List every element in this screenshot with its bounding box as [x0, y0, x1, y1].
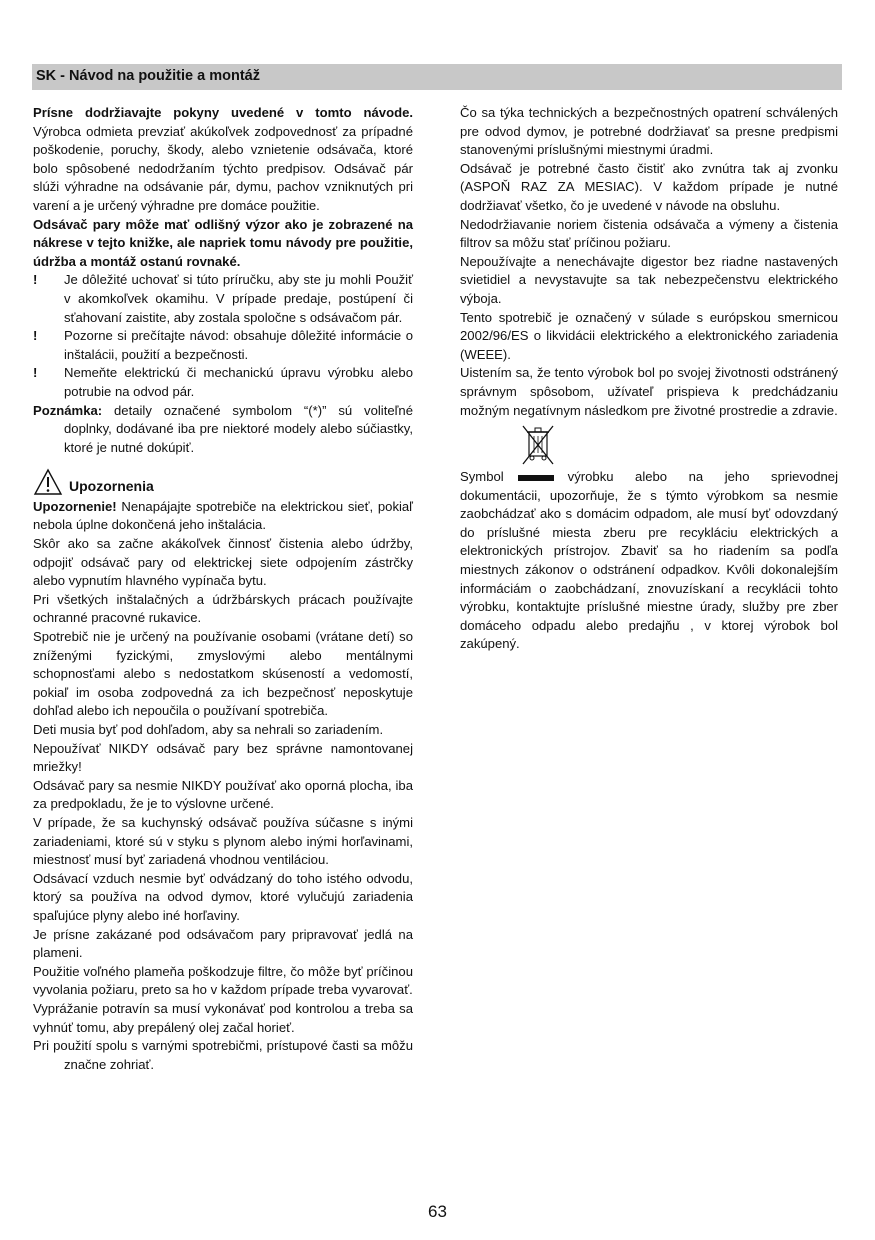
intro-paragraph — [33, 104, 413, 216]
warning-paragraph: Odsávací vzduch nesmie byť odvádzaný do toho istého odvodu, ktorý sa používa na odvod dymov, ktoré vylučujú zariadenia spaľujúce plyny alebo iné horľaviny. — [33, 870, 413, 923]
section-header — [32, 64, 842, 90]
warning-paragraph: Deti musia byť pod dohľadom, aby sa nehrali so zariadením. — [33, 722, 384, 737]
weee-symbol — [520, 424, 556, 468]
warnings-heading — [33, 467, 413, 496]
warning-paragraph: Použitie voľného plameňa poškodzuje filtre, čo môže byť príčinou vyvolania požiaru, preto sa ho v každom prípade treba vyvarovať. — [33, 963, 413, 998]
warning-text: Nenapájajte spotrebiče na elektrickou sieť, pokiaľ nebola úplne dokončená jeho inštalácia. — [33, 498, 413, 533]
page-number: 63 — [428, 1202, 447, 1221]
warning-triangle-icon — [33, 468, 63, 496]
intro-text: Výrobca odmieta prevziať akúkoľvek zodpovednosť za prípadné poškodenie, poruchy, škody, alebo vznietenie odsávača, ktoré bolo spôsobené nedodržaním týchto predpisov. Odsávač pár slúži výhradne na odsávanie pár, dymu, pachov vzniknutých pri varení a je určený výhradne pre domáce použitie. — [33, 123, 413, 213]
bullet-mark: ! — [33, 365, 38, 381]
note-paragraph — [33, 402, 413, 458]
section-title: SK - Návod na použitie a montáž — [36, 68, 260, 84]
symbol-word: Symbol — [460, 469, 504, 485]
warning-paragraph: Nepoužívať NIKDY odsávač pary bez správne namontovanej mriežky! — [33, 740, 413, 775]
warning-paragraph: Pri použití spolu s varnými spotrebičmi, prístupové časti sa môžu značne zohriať. — [33, 1038, 413, 1072]
symbol-paragraph — [460, 468, 838, 654]
bullet-item — [33, 327, 413, 364]
warning-paragraph — [33, 498, 413, 535]
warnings-title: Upozornenia — [69, 478, 154, 495]
note-text: detaily označené symbolom “(*)” sú voliteľné doplnky, dodávané iba pre niektoré modely alebo súčiastky, ktoré je nutné dokúpiť. — [64, 402, 413, 455]
bullet-mark: ! — [33, 328, 38, 344]
warning-paragraph: V prípade, že sa kuchynský odsávač používa súčasne s inými zariadeniami, ktoré sú v styku s plynom alebo inými horľavinami, miestnosť musí byť zariadená vhodnou ventiláciou. — [33, 814, 413, 868]
warning-label: Upozornenie! — [33, 498, 117, 514]
info-paragraph: Nepoužívajte a nenechávajte digestor bez riadne nastavených svietidiel a nevystavujte sa tak nebezpečenstvu elektrického výboja. — [460, 253, 838, 306]
crossed-bin-icon — [520, 424, 556, 468]
warning-paragraph: Skôr ako sa začne akákoľvek činnosť čistenia alebo údržby, odpojiť odsávač pary od elektrickej siete odpojením zástrčky alebo vypnutím hlavného vypínača bytu. — [33, 536, 413, 589]
info-paragraph: Uistením sa, že tento výrobok bol po svojej životnosti odstránený správnym spôsobom, užívateľ prispieva k predchádzaniu možným negatívnym následkom pre životné prostredie a zdravie. — [460, 365, 838, 418]
bullet-mark: ! — [33, 272, 38, 288]
bullet-text: Je dôležité uchovať si túto príručku, aby ste ju mohli Použiť v akomkoľvek okamihu. V prípade predaje, postúpení či sťahovaní zaistite, aby zostala spoločne s odsávačom pár. — [64, 272, 413, 325]
intro-bold: Prísne dodržiavajte pokyny uvedené v tomto návode. — [33, 105, 413, 120]
info-paragraph: Čo sa týka technických a bezpečnostných opatrení schválených pre odvod dymov, je potrebné dodržiavať sa presne predpismi stanovenými príslušnými miestnymi úradmi. — [460, 105, 838, 158]
black-bar-icon — [518, 475, 554, 481]
left-column — [33, 104, 413, 1074]
intro-bold-paragraph: Odsávač pary môže mať odlišný výzor ako je zobrazené na nákrese v tejto knižke, ale napriek tomu návody pre použitie, údržba a montáž ostanú rovnaké. — [33, 216, 413, 269]
warning-paragraph: Spotrebič nie je určený na používanie osobami (vrátane detí) so zníženými fyzickými, zmyslovými alebo mentálnymi schopnosťami alebo s nedostatkom skúseností a vedomostí, pokiaľ im osoba zodpovedná za ich bezpečnosť neposkytuje dohľad alebo ich nepoučila o používaní spotrebiča. — [33, 629, 413, 719]
right-column — [460, 104, 838, 654]
bullet-item — [33, 271, 413, 327]
warning-paragraph: Je prísne zakázané pod odsávačom pary pripravovať jedlá na plameni. — [33, 926, 413, 961]
info-paragraph: Odsávač je potrebné často čistiť ako zvnútra tak aj zvonku (ASPOŇ RAZ ZA MESIAC). V každom prípade je nutné dodržiavať všetko, čo je uvedené v návode na obsluhu. — [460, 160, 838, 213]
info-paragraph: Tento spotrebič je označený v súlade s európskou smernicou 2002/96/ES o likvidácii elektrického a elektronického zariadenia (WEEE). — [460, 309, 838, 362]
symbol-text: výrobku alebo na jeho sprievodnej dokumentácii, upozorňuje, že s týmto výrobkom sa nesmie zaobchádzať ako s domácim odpadom, ale musí byť odovzdaný do príslušné miesta zberu pre recykláciu elektrických a elektronických prístrojov. Zbaviť sa ho riadením sa podľa miestnych zákonov o odstránení odpadkov. Kvôli dokonalejším informáciám o zaobchádzaní, znovuzískaní a recyklácii tohto výrobku, kontaktujte príslušné miestne úrady, služby pre zber domáceho odpadu alebo predajňu , v ktorej výrobok bol zakúpený. — [460, 469, 838, 652]
bullet-text: Nemeňte elektrickú či mechanickú úpravu výrobku alebo potrubie na odvod pár. — [64, 365, 413, 399]
bullet-item — [33, 364, 413, 401]
warning-paragraph: Pri všetkých inštalačných a údržbárskych prácach používajte ochranné pracovné rukavice. — [33, 591, 413, 626]
note-label: Poznámka: — [33, 402, 103, 418]
bullet-text: Pozorne si prečítajte návod: obsahuje dôležité informácie o inštalácii, použití a bezpečnosti. — [64, 328, 413, 362]
warning-paragraph: Odsávač pary sa nesmie NIKDY používať ako oporná plocha, iba za predpokladu, že je to výslovne určené. — [33, 777, 413, 812]
warning-paragraph: Vyprážanie potravín sa musí vykonávať pod kontrolou a treba sa vyhnúť tomu, aby prepálený olej začal horieť. — [33, 1000, 413, 1035]
info-paragraph: Nedodržiavanie noriem čistenia odsávača a výmeny a čistenia filtrov sa môžu stať príčinou požiaru. — [460, 216, 838, 251]
